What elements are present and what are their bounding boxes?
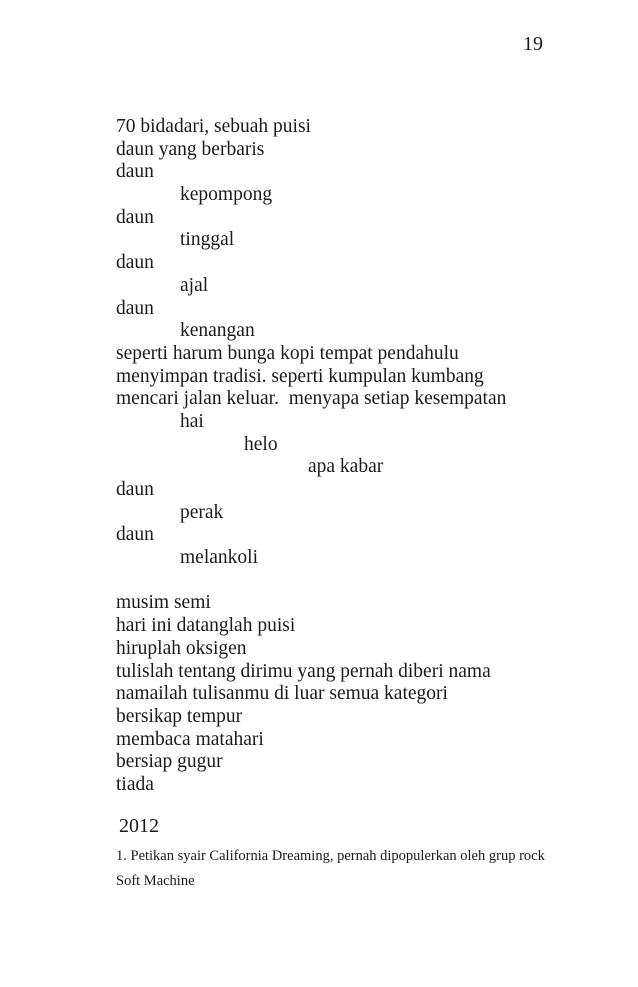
poem-line: tulislah tentang dirimu yang pernah diberi nama: [116, 660, 491, 682]
poem-line: daun: [116, 206, 154, 228]
poem-line: daun: [116, 524, 154, 546]
poem-line: 70 bidadari, sebuah puisi: [116, 116, 311, 137]
poem-line: menyimpan tradisi. seperti kumpulan kumbang: [116, 365, 484, 387]
poem-line: membaca matahari: [116, 728, 264, 750]
poem-line: daun: [116, 161, 154, 183]
poem-line: ajal: [180, 274, 209, 296]
poem-line: hari ini datanglah puisi: [116, 615, 296, 637]
poem-line: tinggal: [180, 229, 235, 251]
poem-line: helo: [244, 433, 278, 455]
poem-year: 2012: [119, 815, 159, 837]
poem-line: bersiap gugur: [116, 751, 223, 773]
poem-line: bersikap tempur: [116, 705, 243, 727]
poem-line: melankoli: [180, 547, 258, 569]
poem-line: daun: [116, 479, 154, 500]
poem-line: seperti harum bunga kopi tempat pendahulu: [116, 342, 459, 364]
poem-line: apa kabar: [308, 456, 384, 478]
poem: [116, 116, 598, 797]
poem-line: hiruplah oksigen: [116, 637, 247, 659]
poem-line: tiada: [116, 773, 154, 795]
poem-line: kenangan: [180, 320, 255, 342]
poem-line: hai: [180, 410, 204, 432]
poem-line: perak: [180, 501, 224, 523]
poem-line: daun: [116, 252, 154, 274]
poem-line: namailah tulisanmu di luar semua kategori: [116, 683, 448, 705]
poem-line: daun yang berbaris: [116, 138, 265, 160]
poem-line: mencari jalan keluar. menyapa setiap kesempatan: [116, 388, 507, 410]
poem-line: kepompong: [180, 184, 273, 206]
poem-line: daun: [116, 297, 154, 319]
stanza-break: [116, 570, 598, 593]
page-number: 19: [523, 33, 543, 55]
poem-line: musim semi: [116, 592, 211, 614]
footnote: 1. Petikan syair California Dreaming, pernah dipopulerkan oleh grup rock Soft Machine: [116, 848, 545, 889]
